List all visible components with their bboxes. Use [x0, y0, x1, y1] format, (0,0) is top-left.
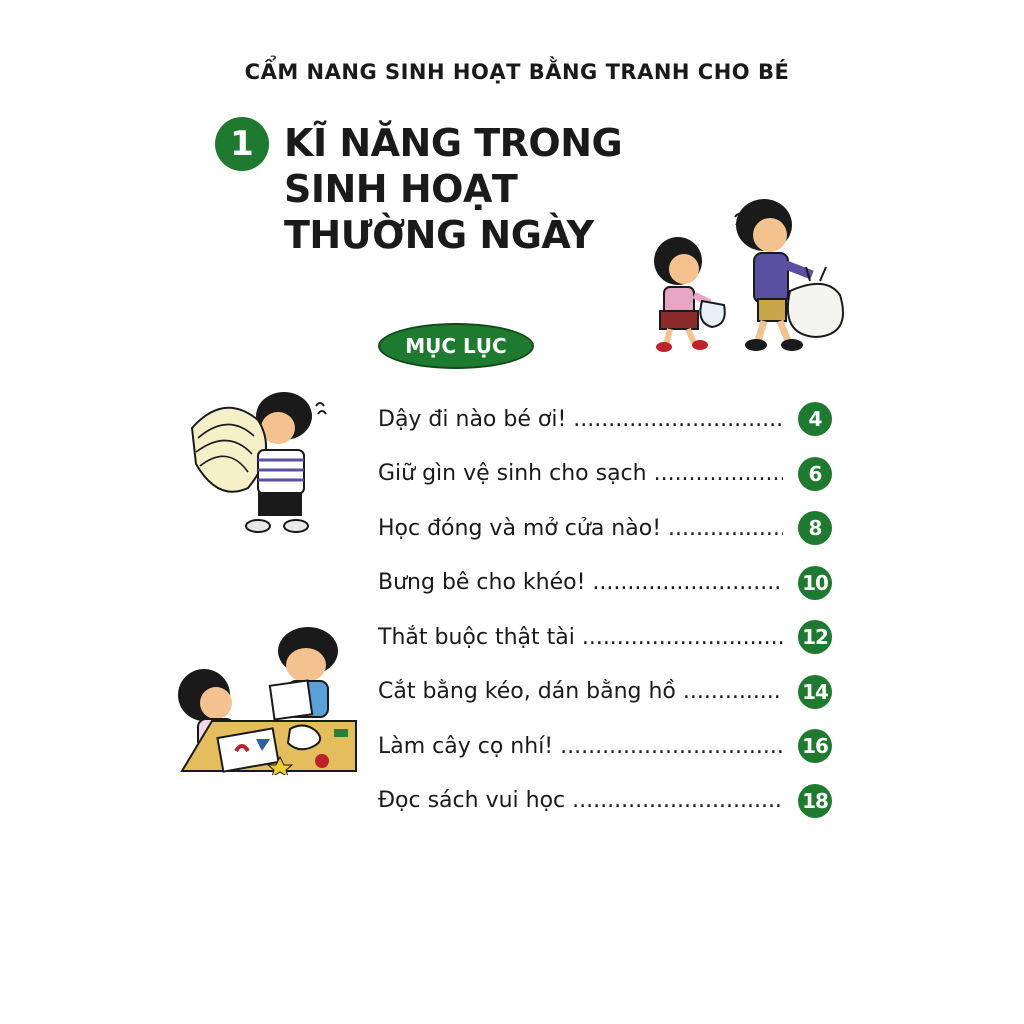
table-of-contents: [378, 392, 838, 828]
toc-page-number-badge: 16: [798, 729, 832, 763]
boy-carrying-futon-illustration: [188, 392, 338, 542]
toc-page-number-badge: 18: [798, 784, 832, 818]
toc-page-number-badge: 10: [798, 566, 832, 600]
toc-item-label: Cắt bằng kéo, dán bằng hồ .....: [378, 679, 783, 704]
toc-item[interactable]: [378, 774, 838, 829]
toc-item[interactable]: [378, 447, 838, 502]
kids-carrying-bags-illustration: [640, 195, 850, 360]
toc-page-number-badge: 8: [798, 511, 832, 545]
toc-item[interactable]: [378, 719, 838, 774]
toc-item[interactable]: [378, 665, 838, 720]
toc-item[interactable]: [378, 392, 838, 447]
toc-item-label: Học đóng và mở cửa nào! .....: [378, 516, 783, 541]
toc-item-label: Thắt buộc thật tài .....: [378, 625, 783, 650]
volume-title-line-3: THƯỜNG NGÀY: [284, 213, 594, 257]
toc-page-number-badge: 4: [798, 402, 832, 436]
toc-item-label: Làm cây cọ nhí! .....: [378, 734, 783, 759]
toc-item[interactable]: [378, 501, 838, 556]
kids-crafting-illustration: [172, 625, 362, 775]
toc-page-number-badge: 12: [798, 620, 832, 654]
series-title: CẨM NANG SINH HOẠT BẰNG TRANH CHO BÉ: [244, 60, 790, 84]
toc-item-label: Bưng bê cho khéo! .....: [378, 570, 783, 595]
toc-page-number-badge: 14: [798, 675, 832, 709]
toc-heading: MỤC LỤC: [378, 323, 534, 369]
volume-number-badge: 1: [215, 117, 269, 171]
toc-item-label: Giữ gìn vệ sinh cho sạch .....: [378, 461, 783, 486]
volume-title-line-1: KĨ NĂNG TRONG: [284, 121, 623, 165]
toc-page-number-badge: 6: [798, 457, 832, 491]
toc-item-label: Đọc sách vui học .....: [378, 788, 783, 813]
volume-title: [284, 120, 622, 258]
volume-title-line-2: SINH HOẠT: [284, 167, 518, 211]
toc-item[interactable]: [378, 610, 838, 665]
toc-item[interactable]: [378, 556, 838, 611]
toc-item-label: Dậy đi nào bé ơi! .....: [378, 407, 783, 432]
